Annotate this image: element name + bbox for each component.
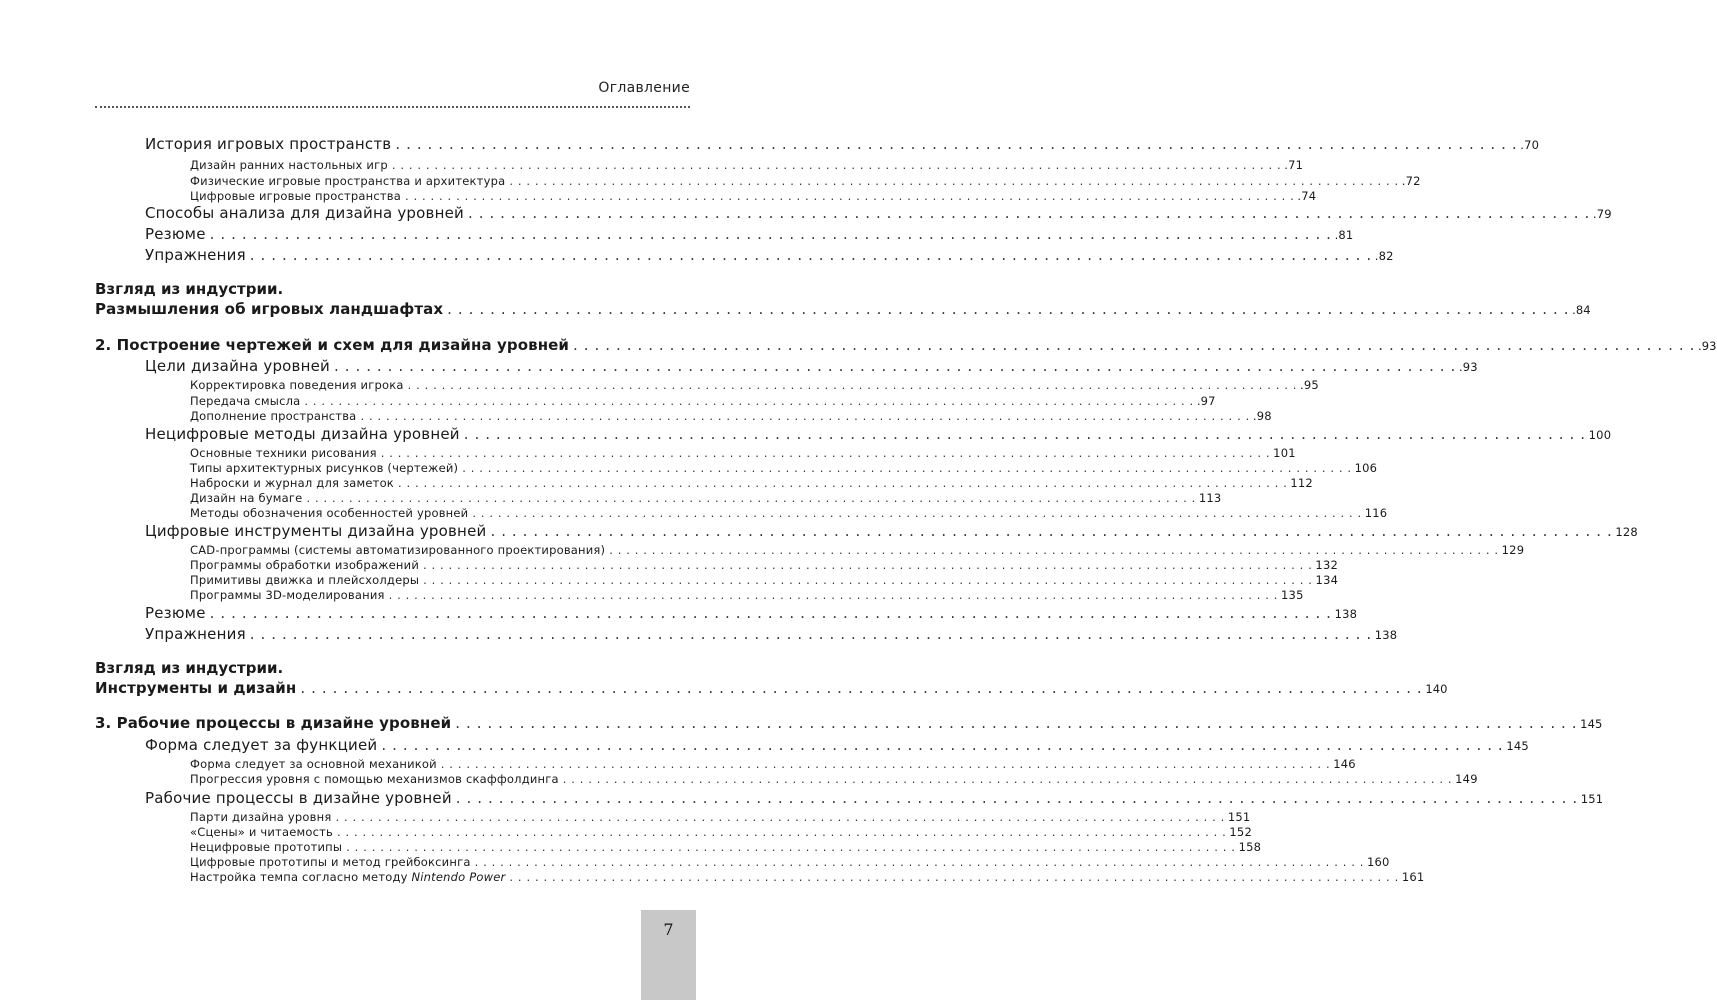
toc-entry-page: .81 xyxy=(1334,228,1354,242)
toc-entry-page: .95 xyxy=(1300,378,1319,392)
dot-leader xyxy=(398,476,1287,490)
toc-entry xyxy=(0,757,1356,771)
toc-entry-page: 160 xyxy=(1366,855,1390,869)
toc-entry-title: Цифровые прототипы и метод грейбоксинга xyxy=(190,855,471,869)
dot-leader xyxy=(334,357,1456,375)
toc-entry-page: 158 xyxy=(1238,840,1262,854)
toc-entry xyxy=(0,189,1317,203)
toc-entry-page: .72 xyxy=(1401,174,1421,188)
dot-leader xyxy=(472,506,1361,520)
dot-leader xyxy=(304,394,1193,408)
toc-entry-page: 152 xyxy=(1229,825,1252,839)
dot-leader xyxy=(408,378,1297,392)
dot-leader xyxy=(346,840,1235,854)
toc-entry-page: .93 xyxy=(1697,339,1717,353)
dot-leader xyxy=(573,336,1695,354)
toc-entry xyxy=(0,357,1478,375)
industry-section-heading: Взгляд из индустрии. xyxy=(95,659,284,677)
dot-leader xyxy=(475,855,1364,869)
toc-entry-title: Наброски и журнал для заметок xyxy=(190,476,394,490)
toc-entry-title: «Сцены» и читаемость xyxy=(190,825,333,839)
running-head: Оглавление xyxy=(598,80,690,96)
toc-entry-page: .84 xyxy=(1572,303,1591,317)
toc-entry-title xyxy=(190,870,505,884)
toc-entry-title: Резюме xyxy=(145,604,206,622)
dot-leader xyxy=(447,300,1569,318)
toc-entry-title: Программы обработки изображений xyxy=(190,558,420,572)
toc-entry-title: Форма следует за основной механикой xyxy=(190,757,437,771)
toc-entry xyxy=(0,573,1339,587)
toc-entry-page: 100 xyxy=(1588,428,1612,442)
dot-leader xyxy=(509,870,1398,884)
toc-entry-title: Нецифровые прототипы xyxy=(190,840,343,854)
toc-entry-title: Прогрессия уровня с помощью механизмов скаффолдинга xyxy=(190,772,559,786)
toc-entry xyxy=(0,506,1388,520)
dot-leader xyxy=(360,409,1249,423)
toc-entry xyxy=(0,225,1354,243)
toc-entry-page: 151 xyxy=(1580,792,1604,806)
dot-leader xyxy=(563,772,1452,786)
toc-entry xyxy=(0,135,1540,153)
toc-entry xyxy=(0,394,1216,408)
toc-entry-title-text: Настройка темпа согласно методу xyxy=(190,870,412,884)
toc-entry xyxy=(0,543,1525,557)
toc-entry-page: 116 xyxy=(1364,506,1388,520)
toc-entry xyxy=(0,246,1394,264)
dot-leader xyxy=(381,446,1270,460)
toc-entry xyxy=(0,409,1272,423)
toc-entry-title: Программы 3D-моделирования xyxy=(190,588,385,602)
dot-leader xyxy=(392,158,1281,172)
toc-entry-page: .70 xyxy=(1520,138,1540,152)
dot-leader xyxy=(335,810,1224,824)
toc-entry-page: .74 xyxy=(1297,189,1317,203)
toc-entry-page: .79 xyxy=(1592,207,1612,221)
dot-leader xyxy=(462,461,1351,475)
dot-leader xyxy=(300,679,1422,697)
toc-entry-title: Дизайн на бумаге xyxy=(190,491,303,505)
dot-leader xyxy=(609,543,1498,557)
toc-entry xyxy=(0,588,1304,602)
dot-leader xyxy=(210,225,1332,243)
toc-entry xyxy=(0,789,1604,807)
dot-leader xyxy=(389,588,1278,602)
toc-entry xyxy=(0,446,1296,460)
toc-entry-page: 146 xyxy=(1333,757,1356,771)
dot-leader xyxy=(337,825,1226,839)
toc-entry-page: 138 xyxy=(1334,607,1358,621)
toc-entry-title: Примитивы движка и плейсхолдеры xyxy=(190,573,420,587)
toc-entry-title: Форма следует за функцией xyxy=(145,736,378,754)
chapter-title: 2. Построение чертежей и схем для дизайна уровней xyxy=(95,336,570,354)
toc-entry-page: .97 xyxy=(1196,394,1216,408)
toc-entry-title: Передача смысла xyxy=(190,394,301,408)
toc-entry xyxy=(0,378,1319,392)
dot-leader xyxy=(423,573,1312,587)
toc-entry xyxy=(0,604,1358,622)
dot-leader xyxy=(210,604,1332,622)
industry-section-heading: Взгляд из индустрии. xyxy=(95,280,284,298)
toc-entry xyxy=(0,558,1338,572)
toc-entry xyxy=(0,736,1529,754)
toc-entry-page: 106 xyxy=(1354,461,1378,475)
toc-entry-title: Основные техники рисования xyxy=(190,446,377,460)
page-number: 7 xyxy=(663,920,674,939)
toc-entry xyxy=(0,870,1425,884)
toc-entry-title: Типы архитектурных рисунков (чертежей) xyxy=(190,461,459,475)
dot-leader xyxy=(423,558,1312,572)
toc-entry-title: Упражнения xyxy=(145,625,246,643)
toc-entry xyxy=(0,679,1448,697)
dot-leader xyxy=(250,625,1372,643)
chapter-entry xyxy=(0,336,1717,354)
toc-entry-title: Инструменты и дизайн xyxy=(95,679,297,697)
toc-entry-page: 101 xyxy=(1273,446,1296,460)
toc-entry-title: Цифровые инструменты дизайна уровней xyxy=(145,522,487,540)
toc-entry-title: Методы обозначения особенностей уровней xyxy=(190,506,469,520)
toc-entry xyxy=(0,625,1398,643)
toc-entry xyxy=(0,204,1612,222)
toc-entry xyxy=(0,425,1612,443)
toc-entry-page: .82 xyxy=(1374,249,1394,263)
toc-entry xyxy=(0,174,1421,188)
dot-leader xyxy=(490,522,1612,540)
toc-entry xyxy=(0,825,1252,839)
page-number-tab xyxy=(641,910,696,1000)
toc-entry-title: Рабочие процессы в дизайне уровней xyxy=(145,789,452,807)
toc-entry-title: Упражнения xyxy=(145,246,246,264)
toc-entry-title: Цели дизайна уровней xyxy=(145,357,330,375)
toc-entry-title: История игровых пространств xyxy=(145,135,392,153)
toc-entry-title: Дополнение пространства xyxy=(190,409,357,423)
dot-leader xyxy=(250,246,1372,264)
toc-entry-title: Нецифровые методы дизайна уровней xyxy=(145,425,460,443)
toc-entry-page: 134 xyxy=(1315,573,1339,587)
toc-entry xyxy=(0,810,1251,824)
toc-entry-page: 149 xyxy=(1455,772,1478,786)
toc-entry-page: 112 xyxy=(1290,476,1313,490)
dot-leader xyxy=(468,204,1590,222)
dot-leader xyxy=(441,757,1330,771)
chapter-title: 3. Рабочие процессы в дизайне уровней xyxy=(95,714,452,732)
toc-entry-page: 138 xyxy=(1374,628,1398,642)
toc-entry-page: .98 xyxy=(1252,409,1272,423)
toc-entry xyxy=(0,476,1313,490)
toc-entry-title: CAD-программы (системы автоматизированного проектирования) xyxy=(190,543,606,557)
toc-entry-page: 129 xyxy=(1501,543,1525,557)
toc-entry-title: Корректировка поведения игрока xyxy=(190,378,404,392)
dot-leader xyxy=(395,135,1517,153)
toc-entry xyxy=(0,491,1222,505)
toc-entry-page: .93 xyxy=(1458,360,1478,374)
toc-entry-title-italic: Nintendo Power xyxy=(411,870,506,884)
dot-leader xyxy=(509,174,1398,188)
toc-entry-title: Парти дизайна уровня xyxy=(190,810,332,824)
toc-entry-title: Дизайн ранних настольных игр xyxy=(190,158,388,172)
toc-entry xyxy=(0,158,1304,172)
toc-entry-title: Резюме xyxy=(145,225,206,243)
toc-entry xyxy=(0,522,1638,540)
toc-entry-title: Физические игровые пространства и архитектура xyxy=(190,174,506,188)
toc-entry-page: 145 xyxy=(1580,717,1603,731)
dot-leader xyxy=(455,714,1577,732)
toc-entry xyxy=(0,772,1478,786)
toc-entry-page: 145 xyxy=(1506,739,1529,753)
dot-leader xyxy=(405,189,1294,203)
dot-leader xyxy=(306,491,1195,505)
toc-entry-page: .71 xyxy=(1284,158,1304,172)
toc-entry xyxy=(0,855,1390,869)
toc-entry xyxy=(0,461,1378,475)
toc-entry xyxy=(0,300,1591,318)
toc-entry-page: 132 xyxy=(1315,558,1338,572)
toc-entry-title: Способы анализа для дизайна уровней xyxy=(145,204,464,222)
toc-entry-title: Цифровые игровые пространства xyxy=(190,189,401,203)
dot-leader xyxy=(464,425,1586,443)
header-dotted-rule xyxy=(95,106,690,108)
toc-entry-page: 128 xyxy=(1615,525,1638,539)
toc-entry-title: Размышления об игровых ландшафтах xyxy=(95,300,444,318)
chapter-entry xyxy=(0,714,1603,732)
toc-entry-page: 135 xyxy=(1281,588,1304,602)
toc-entry xyxy=(0,840,1262,854)
toc-entry-page: 151 xyxy=(1227,810,1251,824)
dot-leader xyxy=(381,736,1503,754)
toc-entry-page: 140 xyxy=(1425,682,1448,696)
dot-leader xyxy=(456,789,1578,807)
toc-entry-page: 113 xyxy=(1198,491,1222,505)
toc-entry-page: 161 xyxy=(1401,870,1425,884)
